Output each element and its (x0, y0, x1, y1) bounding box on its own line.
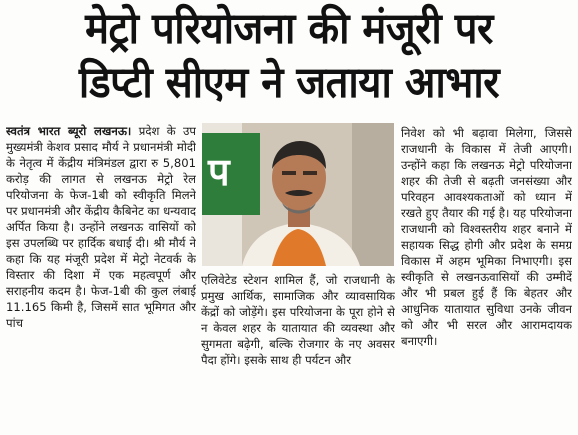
byline: स्वतंत्र भारत ब्यूरो लखनऊ। (6, 124, 132, 138)
article-text-column-1: प्रदेश के उप मुख्यमंत्री केशव प्रसाद मौर्य ने प्रधानमंत्री मोदी के नेतृत्व में केंद्रीय मंत्रिमंडल द्वारा रु 5,801 करोड़ की लागत से लखनऊ मेट्रो रेल परियोजना के फेज-1बी को स्वीकृति मिलने पर प्रधानमंत्री और केंद्रीय कैबिनेट का धन्यवाद अर्पित किया है। उन्होंने लखनऊ वासियों को इस उपलब्धि पर हार्दिक बधाई दी। श्री मौर्य ने कहा कि यह मंजूरी प्रदेश में मेट्रो नेटवर्क के विस्तार की दिशा में एक महत्वपूर्ण और सराहनीय कदम है। फेज-1बी की कुल लंबाई 11.165 किमी है, जिसमें सात भूमिगत और पांच (6, 124, 196, 330)
article-column-2 (201, 272, 395, 428)
article-column-1 (6, 123, 196, 428)
article-text-column-2: एलिवेटेड स्टेशन शामिल हैं, जो राजधानी के प्रमुख आर्थिक, सामाजिक और व्यावसायिक केंद्रों को जोड़ेंगे। इस परियोजना के पूरा होने से न केवल शहर के यातायात की व्यवस्था और सुगमता बढ़ेगी, बल्कि रोजगार के नए अवसर पैदा होंगे। इसके साथ ही पर्यटन और (201, 273, 395, 367)
headline-line-1: मेट्रो परियोजना की मंजूरी पर (85, 4, 493, 54)
portrait-illustration (202, 123, 394, 266)
headline-line-2: डिप्टी सीएम ने जताया आभार (78, 58, 500, 108)
article-text-column-3: निवेश को भी बढ़ावा मिलेगा, जिससे राजधानी के विकास में तेजी आएगी। उन्होंने कहा कि लखनऊ मेट्रो परियोजना शहर की तेजी से बढ़ती जनसंख्या और परिवहन आवश्यकताओं को ध्यान में रखते हुए तैयार की गई है। यह परियोजना राजधानी को विश्वस्तरीय शहर बनाने में सहायक सिद्ध होगी और प्रदेश के समग्र विकास में अहम भूमिका निभाएगी। इस स्वीकृति से लखनऊवासियों की उम्मीदें और भी प्रबल हुई हैं कि बेहतर और आधुनिक यातायात सुविधा उनके जीवन को और भी सरल और आरामदायक बनाएगी। (401, 126, 572, 348)
portrait-photo (202, 123, 394, 266)
banner-letter: प (208, 150, 230, 194)
article-column-3 (401, 125, 572, 428)
